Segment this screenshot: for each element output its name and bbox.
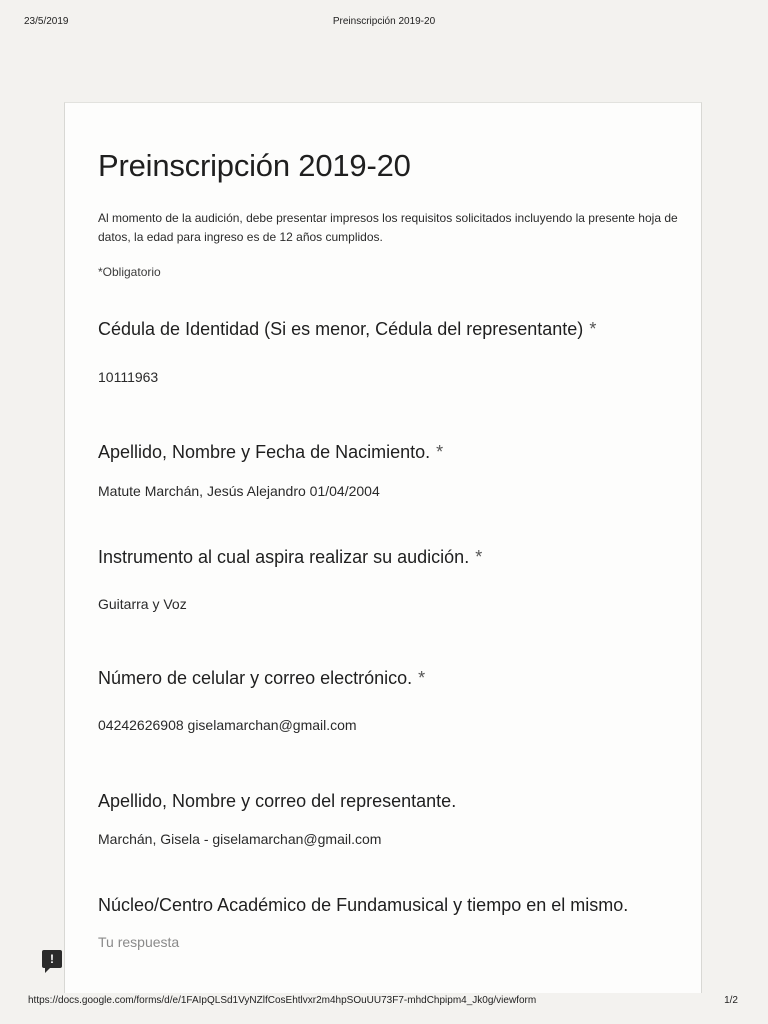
question-nucleo [98, 895, 693, 950]
required-asterisk: * [475, 547, 483, 567]
question-label-text: Apellido, Nombre y correo del representante. [98, 791, 457, 811]
print-footer-url: https://docs.google.com/forms/d/e/1FAIpQLSd1VyNZlfCosEhtlvxr2m4hpSOuUU73F7-mhdChpipm4_Jk0g/viewform [28, 995, 537, 1006]
question-instrumento [98, 547, 693, 612]
question-representante [98, 791, 693, 847]
question-label [98, 547, 693, 568]
required-note: *Obligatorio [98, 265, 161, 279]
answer-text: Guitarra y Voz [98, 596, 187, 612]
question-label-text: Cédula de Identidad (Si es menor, Cédula del representante) [98, 319, 584, 339]
question-label [98, 319, 693, 340]
print-footer-page: 1/2 [724, 995, 738, 1006]
question-cedula [98, 319, 693, 385]
question-label-text: Apellido, Nombre y Fecha de Nacimiento. [98, 442, 431, 462]
question-label [98, 668, 693, 689]
form-card [64, 102, 702, 993]
form-description: Al momento de la audición, debe presentar impresos los requisitos solicitados incluyendo la presente hoja de datos, la edad para ingreso es de 12 años cumplidos. [98, 211, 678, 244]
question-label-text: Número de celular y correo electrónico. [98, 668, 413, 688]
answer-text: 10111963 [98, 369, 159, 385]
question-label [98, 895, 693, 916]
required-asterisk: * [418, 668, 426, 688]
question-label-text: Núcleo/Centro Académico de Fundamusical y tiempo en el mismo. [98, 895, 629, 915]
question-nombre-fecha [98, 442, 693, 499]
question-label [98, 442, 693, 463]
answer-text: 04242626908 giselamarchan@gmail.com [98, 717, 357, 733]
question-label [98, 791, 693, 812]
required-asterisk: * [589, 319, 597, 339]
report-problem-icon[interactable]: ! [42, 950, 62, 968]
form-title: Preinscripción 2019-20 [98, 148, 411, 183]
answer-text: Marchán, Gisela - giselamarchan@gmail.com [98, 831, 382, 847]
question-label-text: Instrumento al cual aspira realizar su audición. [98, 547, 470, 567]
answer-text: Matute Marchán, Jesús Alejandro 01/04/2004 [98, 483, 380, 499]
question-celular-correo [98, 668, 693, 733]
print-header-date: 23/5/2019 [24, 16, 69, 27]
answer-placeholder: Tu respuesta [98, 934, 180, 950]
required-asterisk: * [436, 442, 444, 462]
print-header-title: Preinscripción 2019-20 [332, 16, 436, 27]
